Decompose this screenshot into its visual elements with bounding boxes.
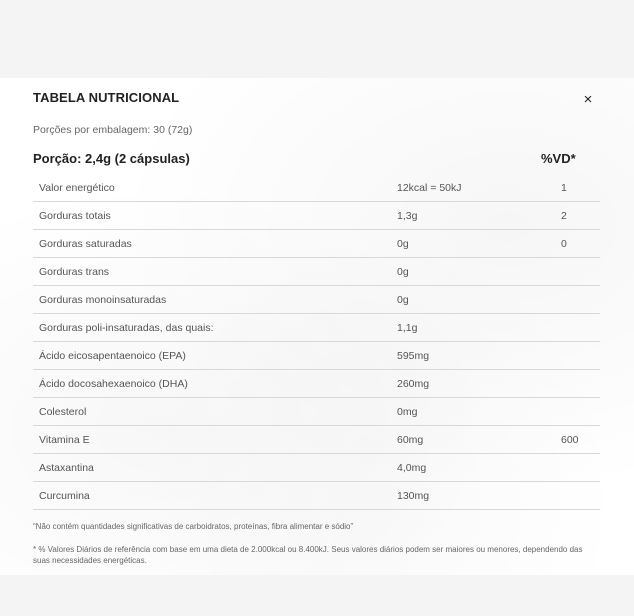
- nutrient-name: Valor energético: [33, 174, 397, 202]
- table-row: [33, 370, 600, 398]
- nutrient-name: Astaxantina: [33, 454, 397, 482]
- nutrient-name: Gorduras saturadas: [33, 230, 397, 258]
- footnote-daily-values: * % Valores Diários de referência com base em uma dieta de 2.000kcal ou 8.400kJ. Seus valores diários podem ser maiores ou menores, dependendo das suas necessidades energéticas.: [33, 545, 583, 565]
- servings-per-package: Porções por embalagem: 30 (72g): [33, 124, 193, 136]
- nutrient-name: Vitamina E: [33, 426, 397, 454]
- nutrition-modal: [0, 78, 634, 575]
- nutrient-name: Ácido docosahexaenoico (DHA): [33, 370, 397, 398]
- nutrient-vd: 1: [561, 174, 600, 202]
- table-row: [33, 482, 600, 510]
- nutrient-amount: 12kcal = 50kJ: [397, 174, 561, 202]
- nutrient-vd: [561, 482, 600, 510]
- table-row: [33, 286, 600, 314]
- modal-title: TABELA NUTRICIONAL: [33, 90, 180, 105]
- nutrient-vd: [561, 370, 600, 398]
- vd-column-header: %VD*: [541, 151, 576, 166]
- table-row: [33, 454, 600, 482]
- nutrient-name: Gorduras totais: [33, 202, 397, 230]
- nutrient-amount: 1,1g: [397, 314, 561, 342]
- portion-size: Porção: 2,4g (2 cápsulas): [33, 151, 190, 166]
- nutrient-vd: [561, 314, 600, 342]
- nutrient-name: Colesterol: [33, 398, 397, 426]
- nutrient-amount: 0g: [397, 286, 561, 314]
- table-row: [33, 398, 600, 426]
- table-row: [33, 258, 600, 286]
- nutrient-name: Ácido eicosapentaenoico (EPA): [33, 342, 397, 370]
- nutrient-amount: 0g: [397, 258, 561, 286]
- table-row: [33, 174, 600, 202]
- footnote-not-significant: “Não contém quantidades significativas de carboidratos, proteínas, fibra alimentar e sódio”: [33, 522, 354, 531]
- nutrient-amount: 60mg: [397, 426, 561, 454]
- nutrition-table: [33, 174, 600, 510]
- nutrient-name: Gorduras poli-insaturadas, das quais:: [33, 314, 397, 342]
- nutrient-name: Gorduras monoinsaturadas: [33, 286, 397, 314]
- nutrient-amount: 595mg: [397, 342, 561, 370]
- nutrient-vd: [561, 454, 600, 482]
- nutrient-name: Curcumina: [33, 482, 397, 510]
- nutrient-amount: 130mg: [397, 482, 561, 510]
- nutrient-vd: 2: [561, 202, 600, 230]
- table-row: [33, 202, 600, 230]
- nutrient-vd: [561, 286, 600, 314]
- nutrient-vd: [561, 258, 600, 286]
- nutrient-amount: 4,0mg: [397, 454, 561, 482]
- nutrient-vd: [561, 398, 600, 426]
- nutrient-amount: 1,3g: [397, 202, 561, 230]
- nutrient-amount: 260mg: [397, 370, 561, 398]
- table-row: [33, 342, 600, 370]
- table-row: [33, 314, 600, 342]
- nutrient-vd: 600: [561, 426, 600, 454]
- close-icon[interactable]: ×: [583, 91, 593, 108]
- table-row: [33, 426, 600, 454]
- nutrient-vd: 0: [561, 230, 600, 258]
- table-row: [33, 230, 600, 258]
- nutrient-amount: 0mg: [397, 398, 561, 426]
- nutrient-amount: 0g: [397, 230, 561, 258]
- nutrient-vd: [561, 342, 600, 370]
- nutrient-name: Gorduras trans: [33, 258, 397, 286]
